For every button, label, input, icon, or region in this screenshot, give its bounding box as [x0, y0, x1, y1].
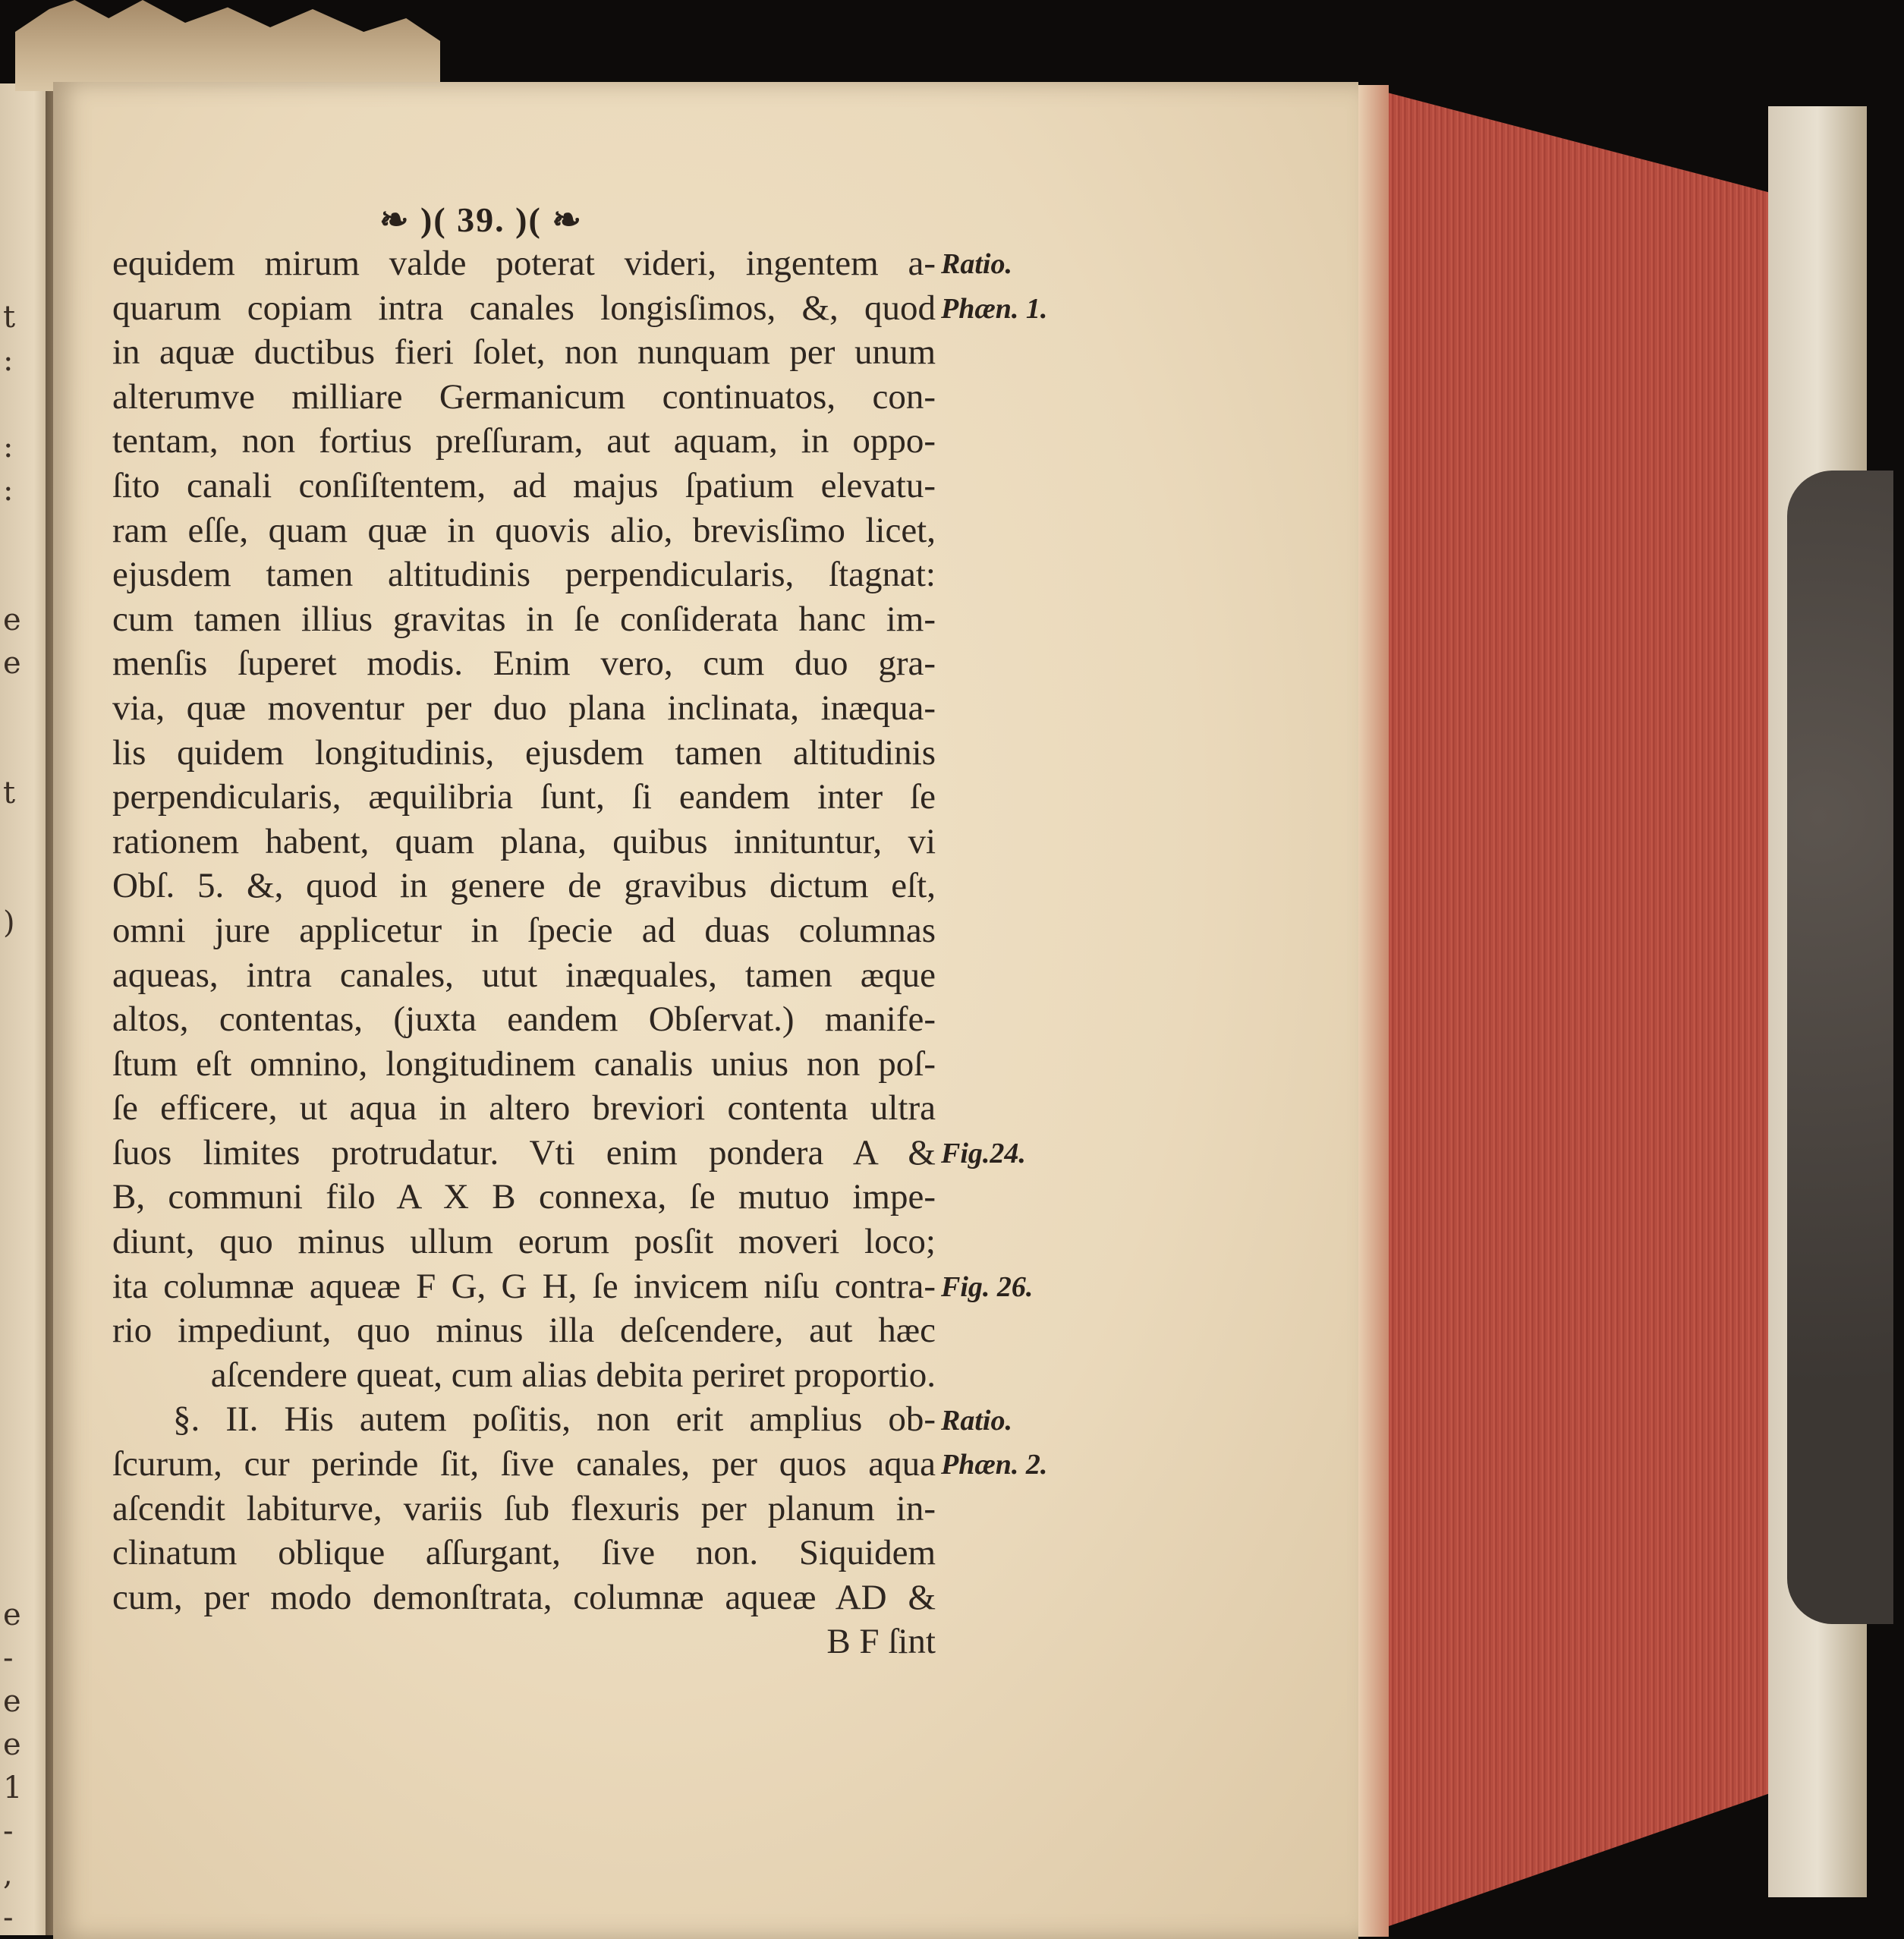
- text-line: aſcendere queat, cum alias debita periret proportio.: [210, 1355, 936, 1395]
- previous-page-fragments: t : : : e e t ) e - e e 1 - , -: [3, 300, 23, 1935]
- text-line: rio impediunt, quo minus illa deſcendere, aut hæc: [112, 1311, 936, 1351]
- text-line: B F ſint: [826, 1622, 936, 1662]
- text-line: equidem mirum valde poterat videri, ingentem a-: [112, 244, 936, 283]
- text-line: aqueas, intra canales, utut inæquales, tamen æque: [112, 955, 936, 995]
- text-line: lis quidem longitudinis, ejusdem tamen altitudinis: [112, 732, 936, 773]
- text-line: omni jure applicetur in ſpecie ad duas columnas: [112, 910, 936, 950]
- page-edges-red: [1358, 85, 1783, 1937]
- text-line: altos, contentas, (juxta eandem Obſervat.) manife-: [112, 999, 936, 1040]
- text-line: clinatum oblique aſſurgant, ſive non. Siquidem: [112, 1533, 936, 1573]
- page-edge-highlight: [1358, 85, 1389, 1937]
- margin-note: Phæn. 2.: [941, 1449, 1048, 1481]
- text-line: cum, per modo demonſtrata, columnæ aqueæ AD &: [112, 1577, 936, 1617]
- text-line: tentam, non fortius preſſuram, aut aquam, in oppo-: [112, 421, 936, 461]
- text-line: ram eſſe, quam quæ in quovis alio, brevisſimo licet,: [112, 510, 936, 550]
- running-header: ❧ )( 39. )( ❧: [379, 200, 583, 239]
- text-line: alterumve milliare Germanicum continuatos, con-: [112, 376, 936, 417]
- text-line: ſe efficere, ut aqua in altero breviori contenta ultra: [112, 1088, 936, 1128]
- torn-paper: [15, 0, 440, 91]
- margin-note: Ratio.: [941, 248, 1012, 280]
- margin-note: Ratio.: [941, 1404, 1012, 1437]
- margin-note: Fig.24.: [941, 1138, 1026, 1169]
- margin-note: Fig. 26.: [941, 1270, 1034, 1303]
- text-line: ita columnæ aqueæ F G, G H, ſe invicem niſu contra-: [112, 1266, 936, 1306]
- text-line: via, quæ moventur per duo plana inclinata, inæqua-: [112, 688, 936, 728]
- text-line: B, communi filo A X B connexa, ſe mutuo impe-: [112, 1177, 936, 1217]
- text-line: in aquæ ductibus fieri ſolet, non nunquam per unum: [112, 332, 936, 373]
- text-line: ſcurum, cur perinde ſit, ſive canales, per quos aqua: [112, 1444, 936, 1484]
- text-line: rationem habent, quam plana, quibus innituntur, vi: [112, 821, 936, 861]
- text-line: ſtum eſt omnino, longitudinem canalis unius non poſ-: [112, 1043, 936, 1084]
- text-line: §. II. His autem poſitis, non erit amplius ob-: [173, 1399, 936, 1440]
- text-line: quarum copiam intra canales longisſimos, &, quod: [112, 288, 936, 328]
- cover-marbling: [1787, 471, 1893, 1624]
- text-line: ſuos limites protrudatur. Vti enim pondera A &: [112, 1132, 936, 1173]
- text-line: cum tamen illius gravitas in ſe conſiderata hanc im-: [112, 599, 936, 639]
- text-line: menſis ſuperet modis. Enim vero, cum duo gra-: [112, 644, 936, 684]
- text-line: Obſ. 5. &, quod in genere de gravibus dictum eſt,: [112, 866, 936, 906]
- text-line: diunt, quo minus ullum eorum posſit moveri loco;: [112, 1222, 936, 1262]
- margin-note: Phæn. 1.: [941, 292, 1048, 325]
- text-line: ejusdem tamen altitudinis perpendicularis, ſtagnat:: [112, 555, 936, 595]
- text-line: aſcendit labiturve, variis ſub flexuris per planum in-: [112, 1488, 936, 1528]
- body-text: [112, 241, 936, 1664]
- text-line: perpendicularis, æquilibria ſunt, ſi eandem inter ſe: [112, 777, 936, 817]
- text-line: ſito canali conſiſtentem, ad majus ſpatium elevatu-: [112, 465, 936, 505]
